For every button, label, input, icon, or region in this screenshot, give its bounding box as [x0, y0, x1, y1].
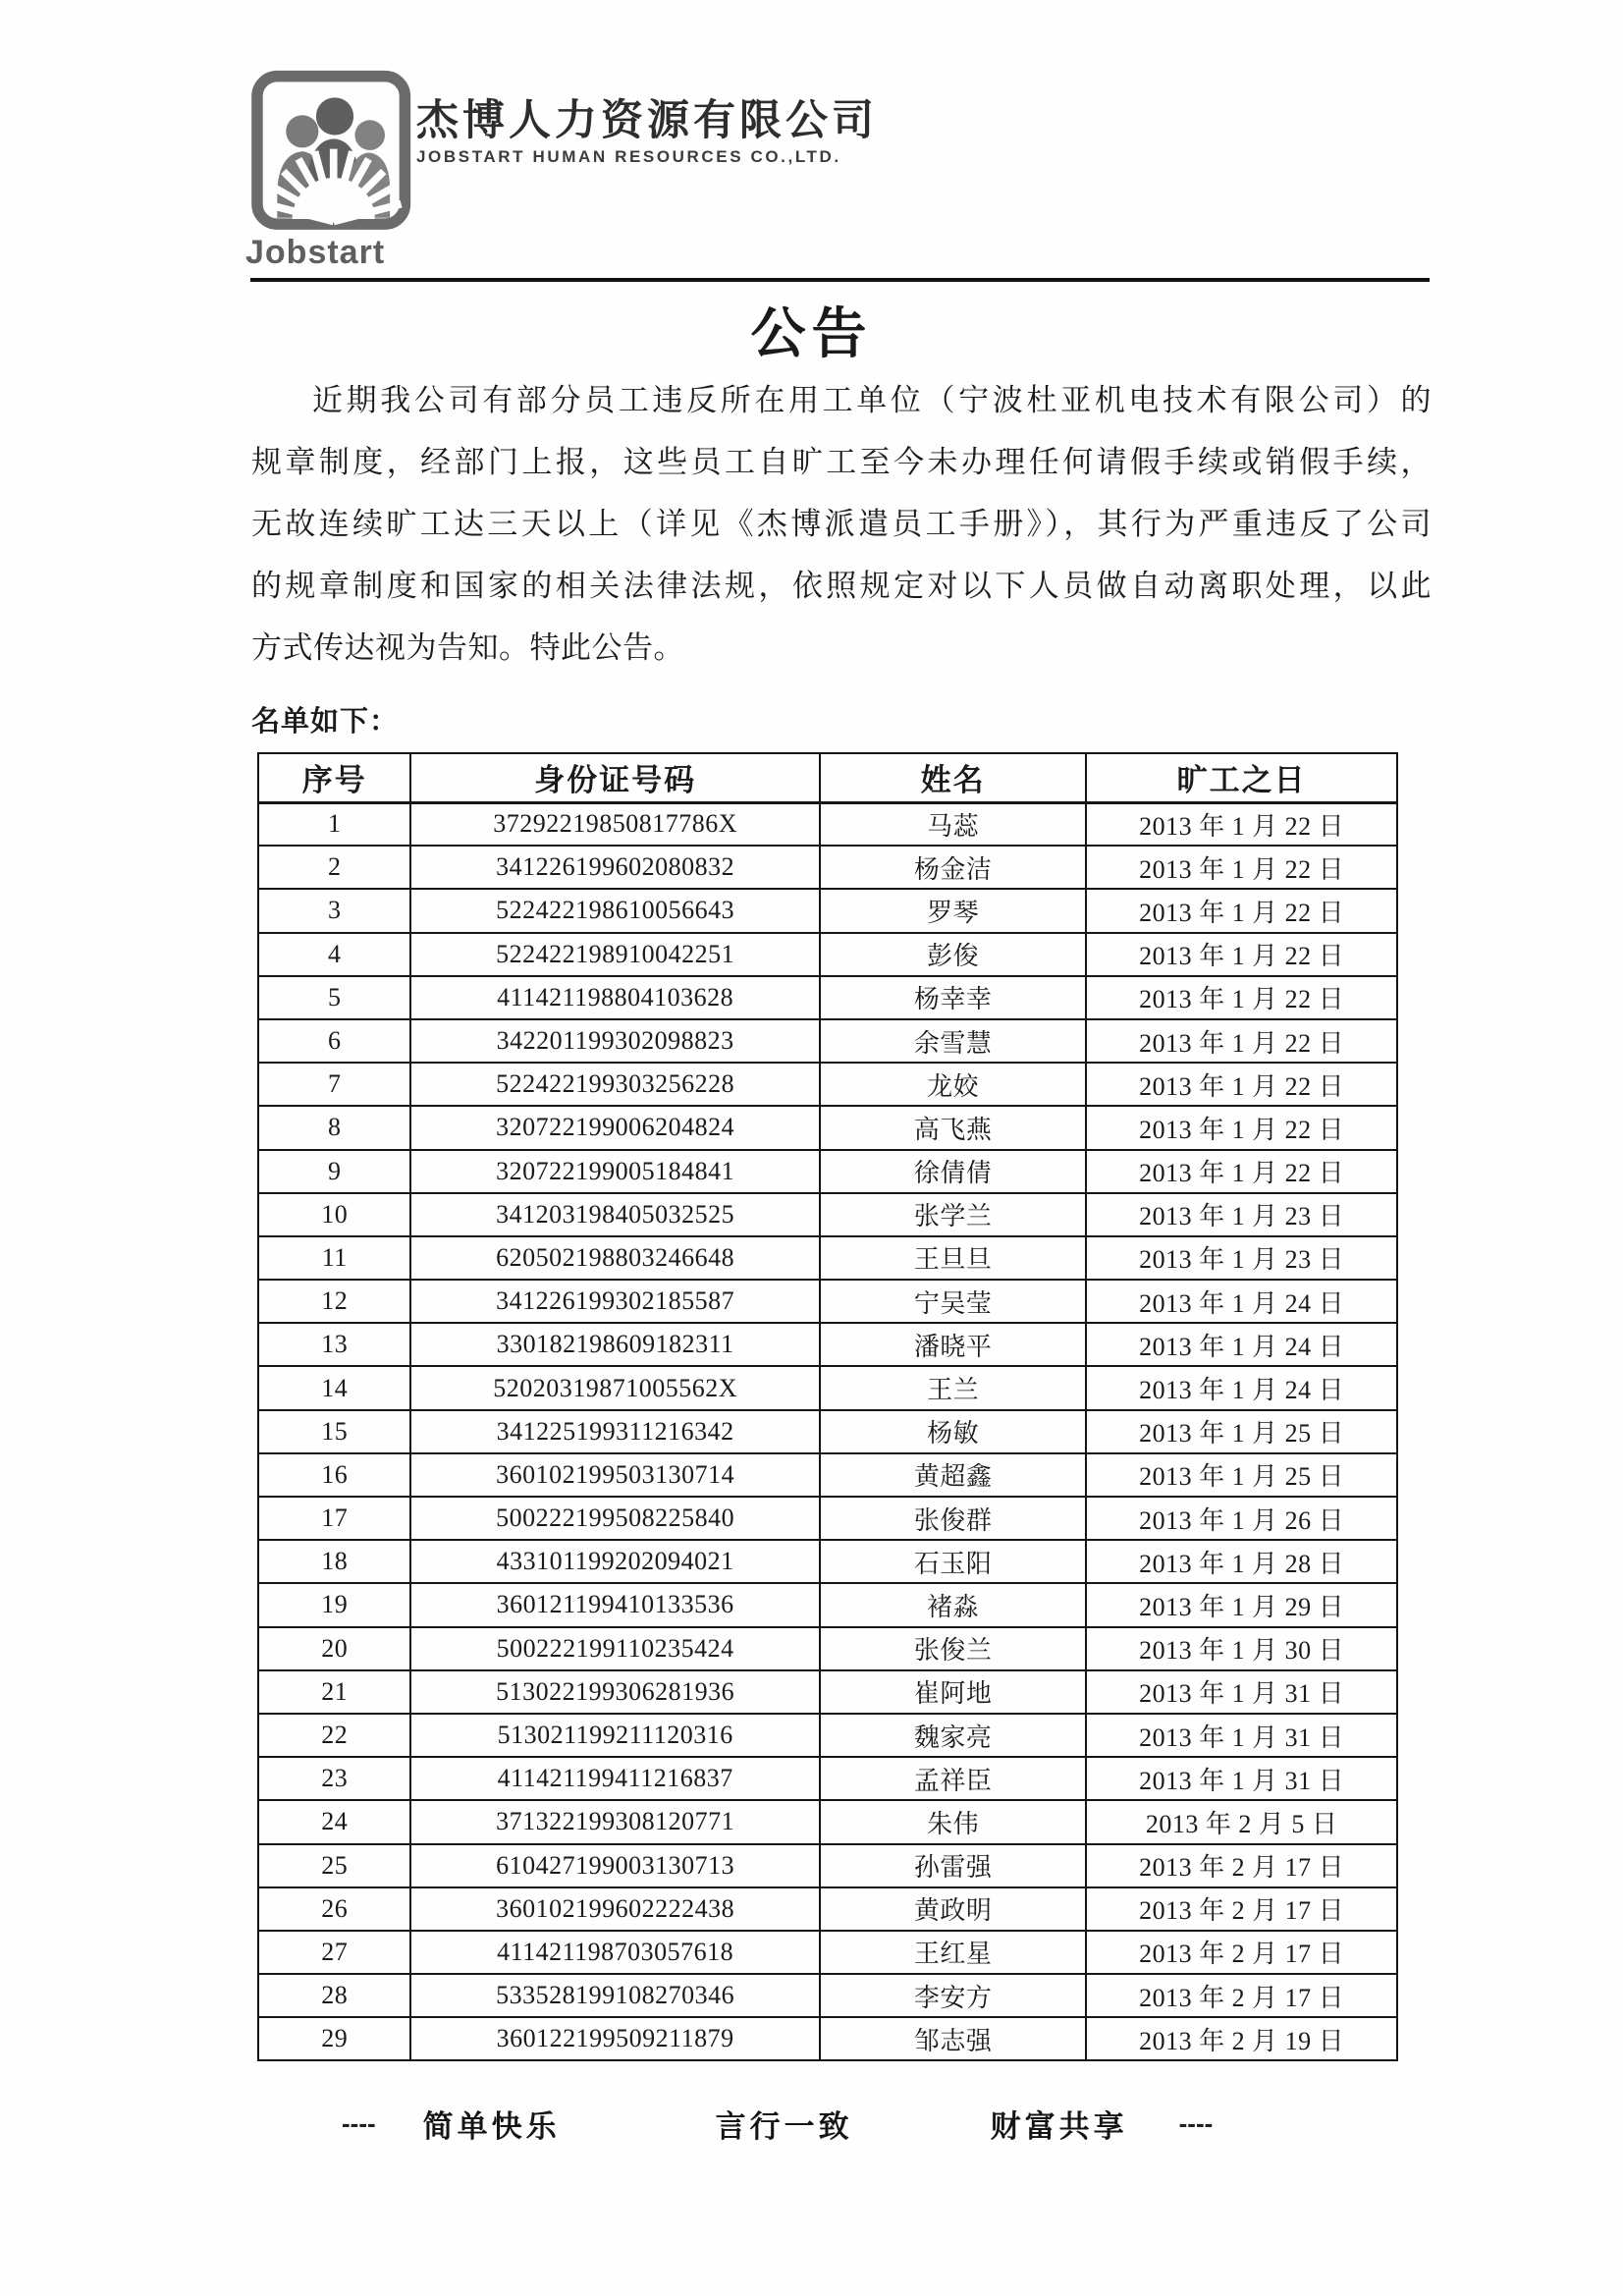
cell-id-number: 533528199108270346 [410, 1974, 819, 2017]
cell-date: 2013 年 2 月 17 日 [1086, 1887, 1397, 1931]
cell-id-number: 411421198703057618 [410, 1931, 819, 1974]
cell-name: 崔阿地 [820, 1670, 1086, 1714]
table-row [258, 1757, 1397, 1800]
cell-id-number: 37292219850817786X [410, 802, 819, 846]
footer-dashes-left: ---- [342, 2108, 376, 2138]
logo-wordmark: Jobstart [245, 234, 386, 271]
table-row [258, 1540, 1397, 1583]
table-row [258, 976, 1397, 1019]
cell-index: 16 [258, 1453, 410, 1497]
cell-id-number: 341203198405032525 [410, 1193, 819, 1236]
paragraph-line: 规章制度，经部门上报，这些员工自旷工至今未办理任何请假手续或销假手续， [251, 445, 1432, 479]
cell-id-number: 360102199602222438 [410, 1887, 819, 1931]
list-intro-label: 名单如下： [251, 706, 400, 738]
cell-date: 2013 年 1 月 22 日 [1086, 846, 1397, 889]
cell-id-number: 522422198910042251 [410, 933, 819, 976]
cell-index: 29 [258, 2017, 410, 2060]
cell-name: 彭俊 [820, 933, 1086, 976]
cell-id-number: 360122199509211879 [410, 2017, 819, 2060]
table-row [258, 1497, 1397, 1540]
cell-date: 2013 年 1 月 24 日 [1086, 1323, 1397, 1366]
cell-name: 杨敏 [820, 1410, 1086, 1453]
cell-id-number: 341226199302185587 [410, 1280, 819, 1323]
cell-index: 12 [258, 1280, 410, 1323]
cell-name: 龙姣 [820, 1063, 1086, 1106]
header-date: 旷工之日 [1086, 753, 1397, 802]
cell-index: 28 [258, 1974, 410, 2017]
table-row [258, 1193, 1397, 1236]
table-row [258, 1714, 1397, 1757]
cell-id-number: 341226199602080832 [410, 846, 819, 889]
cell-name: 孙雷强 [820, 1844, 1086, 1887]
cell-index: 13 [258, 1323, 410, 1366]
table-row [258, 802, 1397, 846]
cell-id-number: 433101199202094021 [410, 1540, 819, 1583]
footer-slogan: 简单快乐 [422, 2109, 561, 2144]
cell-name: 邹志强 [820, 2017, 1086, 2060]
cell-date: 2013 年 1 月 22 日 [1086, 933, 1397, 976]
cell-name: 孟祥臣 [820, 1757, 1086, 1800]
table-row [258, 1627, 1397, 1670]
cell-index: 11 [258, 1236, 410, 1280]
cell-index: 5 [258, 976, 410, 1019]
cell-index: 2 [258, 846, 410, 889]
cell-id-number: 371322199308120771 [410, 1800, 819, 1843]
cell-name: 王旦旦 [820, 1236, 1086, 1280]
company-name-chinese: 杰博人力资源有限公司 [416, 97, 878, 144]
cell-name: 李安方 [820, 1974, 1086, 2017]
footer-slogan: 财富共享 [990, 2109, 1128, 2144]
cell-date: 2013 年 1 月 22 日 [1086, 802, 1397, 846]
page-title: 公告 [750, 304, 873, 365]
cell-index: 26 [258, 1887, 410, 1931]
cell-index: 14 [258, 1366, 410, 1409]
paragraph-line: 近期我公司有部分员工违反所在用工单位（宁波杜亚机电技术有限公司）的 [312, 383, 1432, 417]
cell-date: 2013 年 1 月 22 日 [1086, 1019, 1397, 1063]
cell-name: 潘晓平 [820, 1323, 1086, 1366]
cell-date: 2013 年 1 月 22 日 [1086, 1150, 1397, 1193]
table-row [258, 933, 1397, 976]
cell-id-number: 52020319871005562X [410, 1366, 819, 1409]
cell-date: 2013 年 2 月 17 日 [1086, 1844, 1397, 1887]
cell-date: 2013 年 1 月 28 日 [1086, 1540, 1397, 1583]
table-row [258, 1887, 1397, 1931]
cell-index: 19 [258, 1583, 410, 1626]
cell-id-number: 330182198609182311 [410, 1323, 819, 1366]
cell-name: 黄政明 [820, 1887, 1086, 1931]
table-header-row [258, 753, 1397, 802]
cell-date: 2013 年 1 月 23 日 [1086, 1236, 1397, 1280]
cell-index: 3 [258, 889, 410, 932]
cell-name: 朱伟 [820, 1800, 1086, 1843]
header-name: 姓名 [820, 753, 1086, 802]
cell-name: 张俊兰 [820, 1627, 1086, 1670]
cell-id-number: 320722199005184841 [410, 1150, 819, 1193]
table-row [258, 889, 1397, 932]
cell-index: 21 [258, 1670, 410, 1714]
cell-id-number: 522422198610056643 [410, 889, 819, 932]
company-name-english: JOBSTART HUMAN RESOURCES CO.,LTD. [416, 147, 841, 167]
table-row [258, 1106, 1397, 1149]
cell-date: 2013 年 1 月 22 日 [1086, 1063, 1397, 1106]
table-row [258, 1280, 1397, 1323]
cell-name: 徐倩倩 [820, 1150, 1086, 1193]
cell-index: 7 [258, 1063, 410, 1106]
cell-date: 2013 年 1 月 23 日 [1086, 1193, 1397, 1236]
announcement-body [251, 369, 1432, 679]
cell-index: 10 [258, 1193, 410, 1236]
table-row [258, 1150, 1397, 1193]
table-row [258, 1800, 1397, 1843]
table-row [258, 1931, 1397, 1974]
cell-id-number: 500222199110235424 [410, 1627, 819, 1670]
table-body [258, 802, 1397, 2060]
table-row [258, 1974, 1397, 2017]
table-row [258, 1670, 1397, 1714]
cell-date: 2013 年 1 月 25 日 [1086, 1410, 1397, 1453]
cell-date: 2013 年 1 月 30 日 [1086, 1627, 1397, 1670]
cell-id-number: 411421199411216837 [410, 1757, 819, 1800]
cell-date: 2013 年 1 月 31 日 [1086, 1714, 1397, 1757]
cell-name: 石玉阳 [820, 1540, 1086, 1583]
cell-date: 2013 年 1 月 31 日 [1086, 1670, 1397, 1714]
cell-index: 4 [258, 933, 410, 976]
cell-name: 杨幸幸 [820, 976, 1086, 1019]
cell-date: 2013 年 1 月 24 日 [1086, 1280, 1397, 1323]
cell-id-number: 411421198804103628 [410, 976, 819, 1019]
table-row [258, 1410, 1397, 1453]
cell-name: 杨金洁 [820, 846, 1086, 889]
cell-date: 2013 年 1 月 22 日 [1086, 889, 1397, 932]
cell-name: 宁吴莹 [820, 1280, 1086, 1323]
cell-id-number: 513021199211120316 [410, 1714, 819, 1757]
table-row [258, 1019, 1397, 1063]
cell-id-number: 342201199302098823 [410, 1019, 819, 1063]
cell-index: 25 [258, 1844, 410, 1887]
cell-index: 9 [258, 1150, 410, 1193]
table-row [258, 2017, 1397, 2060]
cell-id-number: 522422199303256228 [410, 1063, 819, 1106]
footer-slogan: 言行一致 [715, 2109, 853, 2144]
company-logo [243, 69, 430, 272]
cell-name: 黄超鑫 [820, 1453, 1086, 1497]
absentee-table [257, 752, 1398, 2061]
cell-index: 8 [258, 1106, 410, 1149]
jobstart-logo-icon [243, 69, 426, 242]
cell-index: 1 [258, 802, 410, 846]
cell-id-number: 500222199508225840 [410, 1497, 819, 1540]
paragraph-line: 无故连续旷工达三天以上（详见《杰博派遣员工手册》），其行为严重违反了公司 [251, 507, 1432, 541]
cell-name: 张俊群 [820, 1497, 1086, 1540]
cell-index: 20 [258, 1627, 410, 1670]
cell-name: 王红星 [820, 1931, 1086, 1974]
cell-name: 高飞燕 [820, 1106, 1086, 1149]
cell-id-number: 341225199311216342 [410, 1410, 819, 1453]
cell-name: 罗琴 [820, 889, 1086, 932]
cell-name: 马蕊 [820, 802, 1086, 846]
cell-name: 张学兰 [820, 1193, 1086, 1236]
cell-date: 2013 年 2 月 17 日 [1086, 1974, 1397, 2017]
cell-date: 2013 年 1 月 22 日 [1086, 1106, 1397, 1149]
cell-id-number: 320722199006204824 [410, 1106, 819, 1149]
cell-index: 22 [258, 1714, 410, 1757]
cell-index: 23 [258, 1757, 410, 1800]
cell-index: 17 [258, 1497, 410, 1540]
footer-dashes-right: ---- [1178, 2108, 1214, 2138]
cell-name: 余雪慧 [820, 1019, 1086, 1063]
table-row [258, 1453, 1397, 1497]
cell-id-number: 610427199003130713 [410, 1844, 819, 1887]
footer-slogans [250, 2102, 1438, 2146]
cell-id-number: 360121199410133536 [410, 1583, 819, 1626]
cell-date: 2013 年 1 月 25 日 [1086, 1453, 1397, 1497]
cell-index: 15 [258, 1410, 410, 1453]
paragraph-line: 方式传达视为告知。特此公告。 [251, 630, 684, 665]
cell-name: 魏家亮 [820, 1714, 1086, 1757]
table-row [258, 1063, 1397, 1106]
cell-date: 2013 年 1 月 22 日 [1086, 976, 1397, 1019]
cell-date: 2013 年 1 月 29 日 [1086, 1583, 1397, 1626]
cell-index: 24 [258, 1800, 410, 1843]
cell-index: 18 [258, 1540, 410, 1583]
cell-date: 2013 年 1 月 26 日 [1086, 1497, 1397, 1540]
cell-date: 2013 年 1 月 24 日 [1086, 1366, 1397, 1409]
cell-date: 2013 年 2 月 19 日 [1086, 2017, 1397, 2060]
cell-id-number: 620502198803246648 [410, 1236, 819, 1280]
header-divider-line [250, 278, 1430, 282]
table-row [258, 1323, 1397, 1366]
paragraph-line: 的规章制度和国家的相关法律法规，依照规定对以下人员做自动离职处理，以此 [251, 569, 1432, 603]
cell-date: 2013 年 2 月 5 日 [1086, 1800, 1397, 1843]
cell-index: 27 [258, 1931, 410, 1974]
header-id-number: 身份证号码 [410, 753, 819, 802]
cell-index: 6 [258, 1019, 410, 1063]
table-row [258, 1366, 1397, 1409]
header-index: 序号 [258, 753, 410, 802]
table-row [258, 1236, 1397, 1280]
table-row [258, 1844, 1397, 1887]
company-name-block [416, 98, 878, 167]
table-row [258, 1583, 1397, 1626]
cell-date: 2013 年 1 月 31 日 [1086, 1757, 1397, 1800]
cell-id-number: 360102199503130714 [410, 1453, 819, 1497]
cell-name: 褚淼 [820, 1583, 1086, 1626]
cell-name: 王兰 [820, 1366, 1086, 1409]
cell-id-number: 513022199306281936 [410, 1670, 819, 1714]
cell-date: 2013 年 2 月 17 日 [1086, 1931, 1397, 1974]
table-row [258, 846, 1397, 889]
